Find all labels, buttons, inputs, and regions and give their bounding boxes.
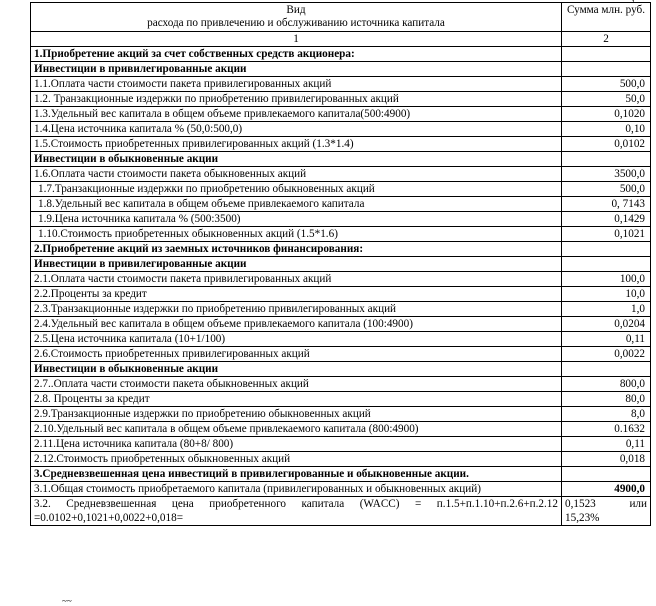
wacc-value: 0,1523 или 15,23% (562, 497, 651, 526)
row-value: 0,1020 (562, 107, 651, 122)
row-label: 1.6.Оплата части стоимости пакета обыкновенных акций (31, 167, 562, 182)
header-type-title: Вид (286, 4, 306, 16)
table-row (31, 377, 651, 392)
table-row (31, 212, 651, 227)
table-row (31, 287, 651, 302)
section-heading-row (31, 257, 651, 272)
column-number-row (31, 32, 651, 47)
table-row (31, 182, 651, 197)
column-number-2: 2 (562, 32, 651, 47)
row-value: 0,0022 (562, 347, 651, 362)
section-heading-row (31, 362, 651, 377)
row-label: 2.5.Цена источника капитала (10+1/100) (31, 332, 562, 347)
row-value: 0,1429 (562, 212, 651, 227)
row-label: 1.3.Удельный вес капитала в общем объеме привлекаемого капитала(500:4900) (31, 107, 562, 122)
row-label: Инвестиции в обыкновенные акции (31, 152, 562, 167)
table-row (31, 167, 651, 182)
row-label: 1.7.Транзакционные издержки по приобретению обыкновенных акций (31, 182, 562, 197)
section-heading-row (31, 152, 651, 167)
row-value: 1,0 (562, 302, 651, 317)
header-type-subtitle: расхода по привлечению и обслуживанию источника капитала (147, 17, 445, 29)
table-row (31, 92, 651, 107)
row-label: 2.12.Стоимость приобретенных обыкновенных акций (31, 452, 562, 467)
row-label: 2.3.Транзакционные издержки по приобретению привилегированных акций (31, 302, 562, 317)
table-row (31, 317, 651, 332)
table-row (31, 437, 651, 452)
table-row (31, 227, 651, 242)
row-value: 80,0 (562, 392, 651, 407)
table-header-row (31, 3, 651, 32)
table-row (31, 422, 651, 437)
row-label: 2.11.Цена источника капитала (80+8/ 800) (31, 437, 562, 452)
row-value: 0,11 (562, 332, 651, 347)
row-label: 2.8. Проценты за кредит (31, 392, 562, 407)
row-label: 1.10.Стоимость приобретенных обыкновенных акций (1.5*1.6) (31, 227, 562, 242)
table-row (31, 407, 651, 422)
row-value (562, 62, 651, 77)
row-label: 2.2.Проценты за кредит (31, 287, 562, 302)
table-row (31, 392, 651, 407)
table-row (31, 452, 651, 467)
row-value: 0.1632 (562, 422, 651, 437)
section-heading-row (31, 47, 651, 62)
row-value: 500,0 (562, 77, 651, 92)
row-value: 0,0204 (562, 317, 651, 332)
header-amount-cell: Сумма млн. руб. (562, 3, 651, 32)
row-label: Инвестиции в привилегированные акции (31, 257, 562, 272)
bottom-mark: ~~ (62, 596, 72, 606)
table-row (31, 107, 651, 122)
table-row (31, 332, 651, 347)
table-row (31, 347, 651, 362)
row-label: 2.6.Стоимость приобретенных привилегированных акций (31, 347, 562, 362)
header-type-cell (31, 3, 562, 32)
section-heading-row (31, 467, 651, 482)
row-value: 0,1021 (562, 227, 651, 242)
table-row (31, 77, 651, 92)
section-heading-row (31, 242, 651, 257)
wacc-label: 3.2. Средневзвешенная цена приобретенного капитала (WACC) = п.1.5+п.1.10+п.2.6+п.2.12 =0.0102+0,1021+0,0022+0,018= (31, 497, 562, 526)
row-value: 100,0 (562, 272, 651, 287)
wacc-row (31, 497, 651, 526)
table-row (31, 302, 651, 317)
row-label: 2.7..Оплата части стоимости пакета обыкновенных акций (31, 377, 562, 392)
column-number-1: 1 (31, 32, 562, 47)
row-value: 800,0 (562, 377, 651, 392)
row-value (562, 362, 651, 377)
total-capital-label: 3.1.Общая стоимость приобретаемого капитала (привилегированных и обыкновенных акций) (31, 482, 562, 497)
row-label: 1.Приобретение акций за счет собственных средств акционера: (31, 47, 562, 62)
row-value (562, 242, 651, 257)
row-label: 2.10.Удельный вес капитала в общем объеме привлекаемого капитала (800:4900) (31, 422, 562, 437)
capital-cost-table (30, 2, 651, 526)
row-value: 0,11 (562, 437, 651, 452)
row-label: 1.1.Оплата части стоимости пакета привилегированных акций (31, 77, 562, 92)
row-value: 0,018 (562, 452, 651, 467)
row-value (562, 467, 651, 482)
row-label: 1.9.Цена источника капитала % (500:3500) (31, 212, 562, 227)
total-capital-value: 4900,0 (562, 482, 651, 497)
row-label: 1.4.Цена источника капитала % (50,0:500,0) (31, 122, 562, 137)
row-value: 0,10 (562, 122, 651, 137)
total-capital-row (31, 482, 651, 497)
section-heading-row (31, 62, 651, 77)
row-value: 50,0 (562, 92, 651, 107)
row-value (562, 152, 651, 167)
row-label: 2.9.Транзакционные издержки по приобретению обыкновенных акций (31, 407, 562, 422)
row-label: Инвестиции в привилегированные акции (31, 62, 562, 77)
table-row (31, 137, 651, 152)
row-value (562, 257, 651, 272)
row-value: 10,0 (562, 287, 651, 302)
row-label: 1.2. Транзакционные издержки по приобретению привилегированных акций (31, 92, 562, 107)
row-value: 0,0102 (562, 137, 651, 152)
table-row (31, 122, 651, 137)
row-label: 1.8.Удельный вес капитала в общем объеме привлекаемого капитала (31, 197, 562, 212)
row-value: 0, 7143 (562, 197, 651, 212)
row-value: 500,0 (562, 182, 651, 197)
table-row (31, 272, 651, 287)
row-label: Инвестиции в обыкновенные акции (31, 362, 562, 377)
row-label: 2.1.Оплата части стоимости пакета привилегированных акций (31, 272, 562, 287)
row-label: 3.Средневзвешенная цена инвестиций в привилегированные и обыкновенные акции. (31, 467, 562, 482)
row-label: 1.5.Стоимость приобретенных привилегированных акций (1.3*1.4) (31, 137, 562, 152)
row-value: 8,0 (562, 407, 651, 422)
table-row (31, 197, 651, 212)
row-value: 3500,0 (562, 167, 651, 182)
row-label: 2.Приобретение акций из заемных источников финансирования: (31, 242, 562, 257)
row-value (562, 47, 651, 62)
row-label: 2.4.Удельный вес капитала в общем объеме привлекаемого капитала (100:4900) (31, 317, 562, 332)
